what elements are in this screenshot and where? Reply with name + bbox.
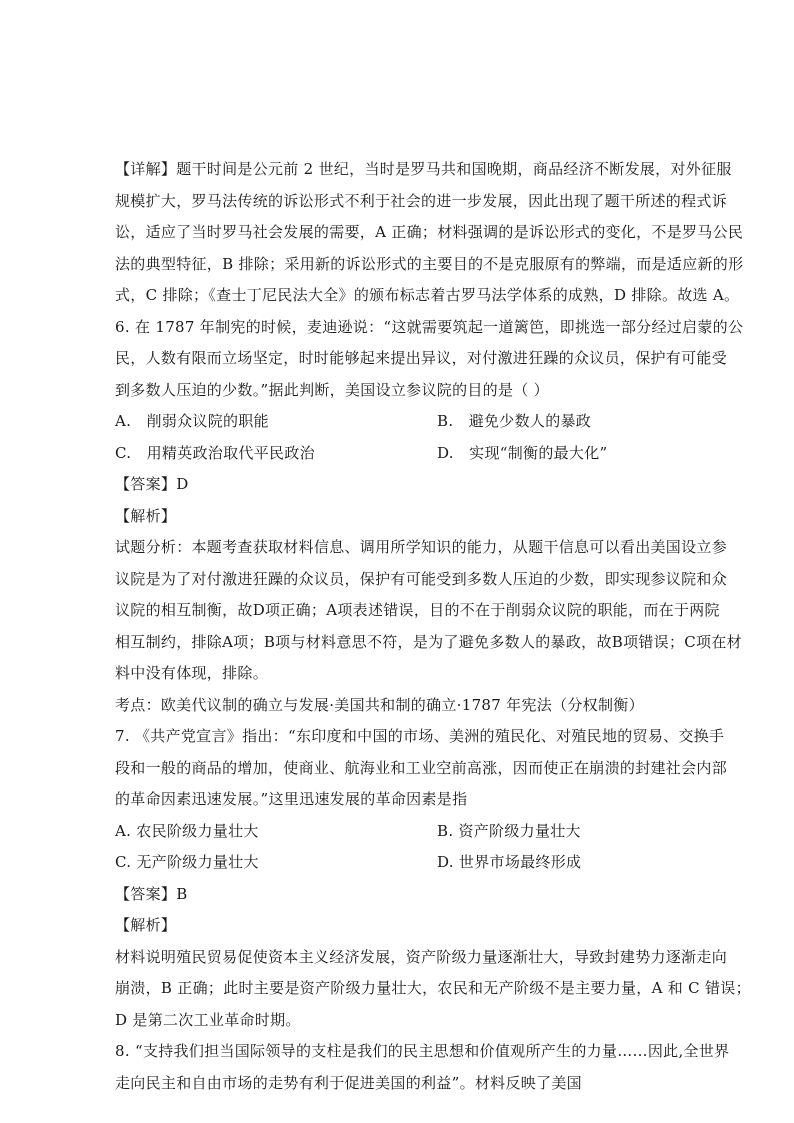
answer-label: 【答案】D <box>115 475 189 493</box>
text-line: 规模扩大，罗马法传统的诉讼形式不利于社会的进一步发展，因此出现了题干所述的程式诉 <box>115 191 728 210</box>
option-c: C. 用精英政治取代平民政治 <box>115 443 315 462</box>
text-line: 式，C 排除；《查士丁尼民法大全》的颁布标志着古罗马法学体系的成熟，D 排除。故选 A。 <box>115 286 740 304</box>
question-7 <box>115 721 751 1036</box>
document-page <box>115 154 751 1099</box>
text-line: 讼，适应了当时罗马社会发展的需要，A 正确；材料强调的是诉讼形式的变化，不是罗马公民 <box>115 223 744 241</box>
kaodian-line: 考点：欧美代议制的确立与发展·美国共和制的确立·1787 年宪法（分权制衡） <box>115 695 644 714</box>
option-b: B. 资产阶级力量壮大 <box>437 821 581 840</box>
analysis-label: 【解析】 <box>115 506 177 525</box>
question-stem-line: 到多数人压迫的少数。”据此判断，美国设立参议院的目的是（ ） <box>115 380 549 399</box>
question-stem-line: 的革命因素迅速发展。”这里迅速发展的革命因素是指 <box>115 790 468 808</box>
option-c: C. 无产阶级力量壮大 <box>115 853 259 871</box>
analysis-label: 【解析】 <box>115 916 177 934</box>
analysis-line: 相互制约，排除A项；B项与材料意思不符，是为了避免多数人的暴政，故B项错误；C项在材 <box>115 632 742 651</box>
analysis-line: 料中没有体现，排除。 <box>115 664 269 682</box>
options-row <box>115 816 681 848</box>
analysis-line: 试题分析：本题考查获取材料信息、调用所学知识的能力，从题干信息可以看出美国设立参 <box>115 538 728 556</box>
question-stem-line: 8. “支持我们担当国际领导的支柱是我们的民主思想和价值观所产生的力量……因此,全世界 <box>115 1042 730 1060</box>
option-a: A. 削弱众议院的职能 <box>115 412 269 430</box>
analysis-line: 议院是为了对付激进狂躁的众议员，保护有可能受到多数人压迫的少数，即实现参议院和众 <box>115 569 728 588</box>
option-d: D. 世界市场最终形成 <box>437 853 582 871</box>
analysis-line: 议院的相互制衡，故D项正确；A项表述错误，目的不在于削弱众议院的职能，而在于两院 <box>115 601 720 619</box>
question-8 <box>115 1036 730 1099</box>
option-d: D. 实现“制衡的最大化” <box>437 443 608 462</box>
question-stem-line: 走向民主和自由市场的走势有利于促进美国的利益”。材料反映了美国 <box>115 1073 582 1092</box>
analysis-line: 材料说明殖民贸易促使资本主义经济发展，资产阶级力量逐渐壮大，导致封建势力逐渐走向 <box>115 947 728 966</box>
analysis-line: 崩溃，B 正确；此时主要是资产阶级力量壮大，农民和无产阶级不是主要力量，A 和 C 错误； <box>115 979 751 997</box>
question-stem-line: 民，人数有限而立场坚定，时时能够起来提出异议，对付激进狂躁的众议员，保护有可能受 <box>115 349 728 367</box>
answer-label: 【答案】B <box>115 884 188 903</box>
question-stem-line: 段和一般的商品的增加，使商业、航海业和工业空前高涨，因而使正在崩溃的封建社会内部 <box>115 758 728 777</box>
question-stem-line: 7. 《共产党宣言》指出：“东印度和中国的市场、美洲的殖民化、对殖民地的贸易、交换手 <box>115 727 725 745</box>
option-a: A. 农民阶级力量壮大 <box>115 821 259 840</box>
question-stem-line: 6. 在 1787 年制宪的时候，麦迪逊说：“这就需要筑起一道篱笆，即挑选一部分经过启蒙的公 <box>115 317 744 336</box>
analysis-line: D 是第二次工业革命时期。 <box>115 1010 301 1029</box>
options-row <box>115 438 681 470</box>
question-6 <box>115 312 744 722</box>
option-b: B. 避免少数人的暴政 <box>437 412 592 430</box>
options-row <box>115 406 681 438</box>
options-row <box>115 847 681 879</box>
text-line: 法的典型特征，B 排除；采用新的诉讼形式的主要目的不是克服原有的弊端，而是适应新的形 <box>115 254 744 273</box>
explanation-q5 <box>115 154 744 312</box>
text-line: 【详解】题干时间是公元前 2 世纪，当时是罗马共和国晚期，商品经济不断发展，对外征服 <box>115 160 732 178</box>
